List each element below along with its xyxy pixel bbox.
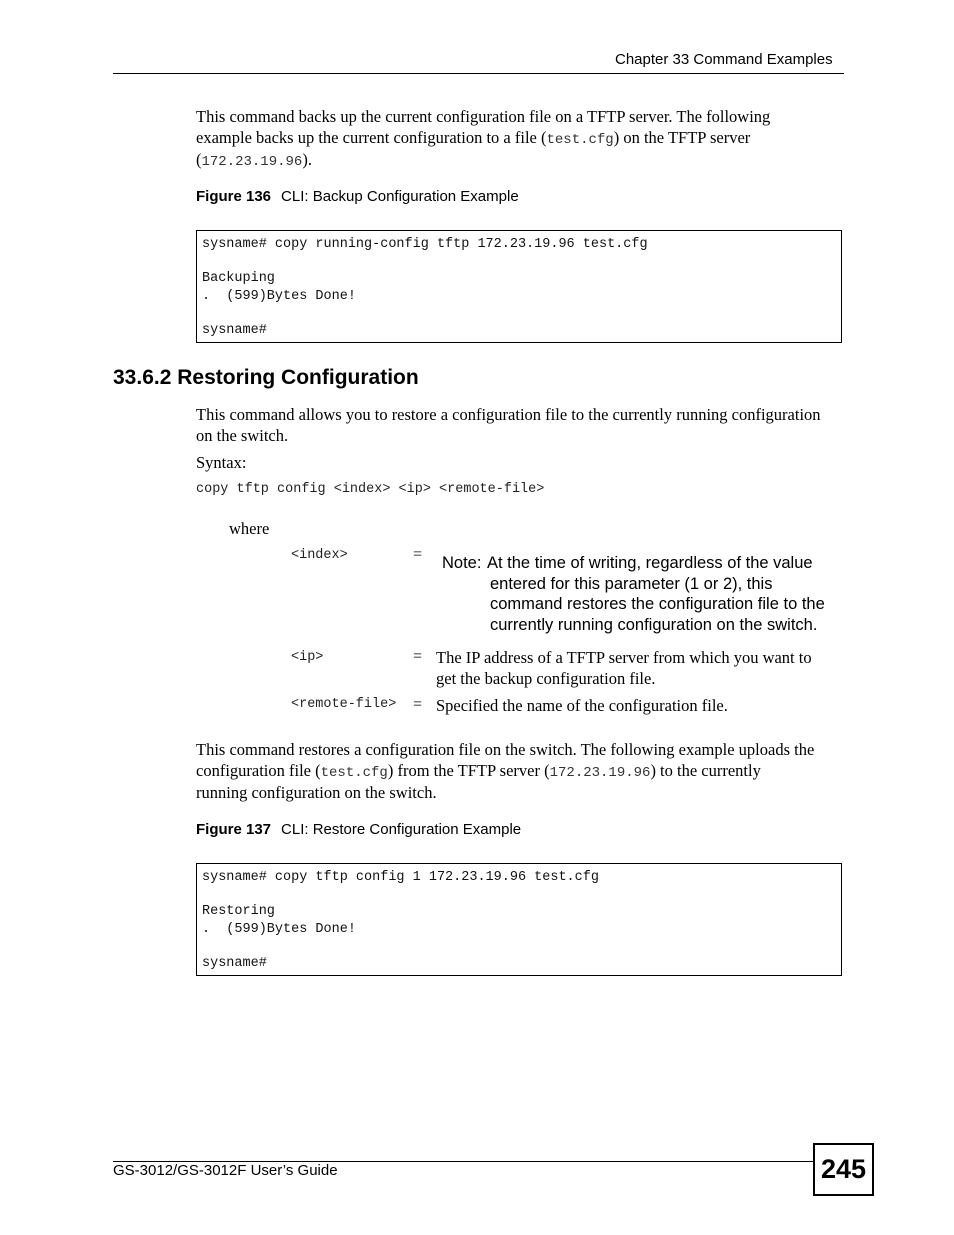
- figure-number: Figure 136: [196, 188, 272, 205]
- restore-paragraph: [196, 740, 844, 804]
- note-line: At the time of writing, regardless of the value: [487, 554, 813, 572]
- intro-text: example backs up the current configuration to a file (: [196, 127, 547, 147]
- description-line: Specified the name of the configuration file.: [436, 696, 728, 715]
- figure-137-caption: [196, 821, 521, 838]
- note-line: currently running configuration on the switch.: [490, 615, 818, 634]
- intro-text: ).: [302, 150, 312, 169]
- restore-text: configuration file (: [196, 760, 321, 780]
- section-description: [196, 405, 844, 446]
- inline-code-ip: 172.23.19.96: [549, 764, 651, 781]
- param-note-prefix: Note:: [442, 554, 482, 572]
- restore-line-1: This command restores a configuration file on the switch. The following example uploads the: [196, 740, 815, 759]
- param-equals: =: [413, 696, 423, 713]
- figure-136-code-box: [196, 230, 842, 343]
- figure-136-caption: [196, 188, 519, 205]
- code-listing: sysname# copy running-config tftp 172.23.19.96 test.cfg Backuping . (599)Bytes Done! sysname#: [202, 237, 648, 339]
- page-number: 245: [813, 1143, 874, 1196]
- intro-text: ) on the TFTP server: [613, 127, 751, 147]
- param-note-text: [487, 553, 840, 635]
- note-line: entered for this parameter (1 or 2), this: [490, 574, 773, 593]
- intro-line-2: [196, 128, 844, 151]
- inline-code-filename: test.cfg: [320, 764, 388, 781]
- param-name-remote-file: <remote-file>: [291, 697, 397, 712]
- syntax-label: Syntax:: [196, 453, 247, 472]
- header-rule: [113, 73, 844, 74]
- running-header: Chapter 33 Command Examples: [615, 51, 833, 68]
- where-label: where: [229, 519, 270, 538]
- restore-text: ) to the currently: [650, 760, 761, 780]
- param-description-ip: [436, 648, 844, 689]
- description-line-2: on the switch.: [196, 425, 289, 445]
- inline-code-filename: test.cfg: [546, 131, 614, 148]
- syntax-command: copy tftp config <index> <ip> <remote-file>: [196, 482, 545, 497]
- param-name-index: <index>: [291, 548, 348, 563]
- intro-text: (: [196, 150, 202, 169]
- param-description-remote-file: [436, 696, 844, 717]
- description-line: get the backup configuration file.: [436, 668, 656, 688]
- intro-line-3: [196, 150, 844, 173]
- note-line: command restores the configuration file to the: [490, 595, 825, 613]
- code-listing: sysname# copy tftp config 1 172.23.19.96 test.cfg Restoring . (599)Bytes Done! sysname#: [202, 870, 599, 972]
- figure-number: Figure 137: [196, 821, 272, 838]
- restore-text: ) from the TFTP server (: [387, 760, 550, 780]
- figure-137-code-box: [196, 863, 842, 976]
- footer-guide-title: GS-3012/GS-3012F User’s Guide: [113, 1162, 338, 1179]
- param-equals: =: [413, 546, 423, 563]
- intro-line-1: This command backs up the current configuration file on a TFTP server. The following: [196, 107, 771, 126]
- intro-paragraph: [196, 107, 844, 173]
- description-line-1: This command allows you to restore a configuration file to the currently running configuration: [196, 405, 821, 424]
- param-equals: =: [413, 648, 423, 665]
- figure-title: CLI: Backup Configuration Example: [281, 188, 519, 205]
- restore-line-2: [196, 761, 844, 784]
- figure-title: CLI: Restore Configuration Example: [281, 821, 522, 838]
- param-name-ip: <ip>: [291, 650, 324, 665]
- inline-code-ip: 172.23.19.96: [201, 154, 303, 170]
- description-line: The IP address of a TFTP server from which you want to: [436, 648, 812, 667]
- restore-line-3: running configuration on the switch.: [196, 783, 437, 802]
- section-heading: 33.6.2 Restoring Configuration: [113, 366, 419, 389]
